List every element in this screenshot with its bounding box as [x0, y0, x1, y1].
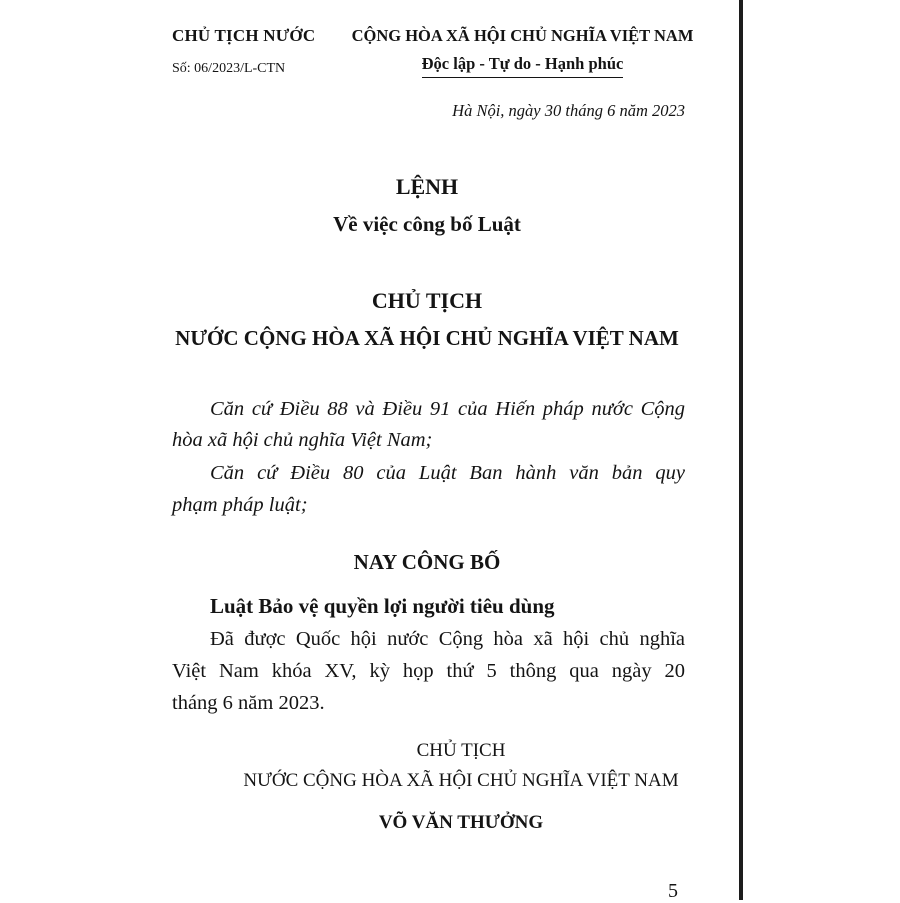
document-number: Số: 06/2023/L-CTN — [172, 61, 286, 76]
issuer-name: CHỦ TỊCH NƯỚC — [172, 26, 316, 45]
signature-subtitle: NƯỚC CỘNG HÒA XÃ HỘI CHỦ NGHĨA VIỆT NAM — [243, 770, 679, 791]
law-name: Luật Bảo vệ quyền lợi người tiêu dùng — [210, 594, 555, 618]
page-edge-line — [739, 0, 743, 900]
order-title: LỆNH — [395, 174, 459, 199]
body-line: Việt Nam khóa XV, kỳ họp thứ 5 thông qua ngày 20 — [172, 660, 685, 682]
preamble-line: Căn cứ Điều 80 của Luật Ban hành văn bản quy — [210, 462, 685, 484]
signatory-name: VÕ VĂN THƯỞNG — [378, 812, 544, 833]
republic-name: CỘNG HÒA XÃ HỘI CHỦ NGHĨA VIỆT NAM — [351, 26, 694, 45]
preamble-line: Căn cứ Điều 88 và Điều 91 của Hiến pháp nước Cộng — [210, 398, 685, 420]
preamble-line: phạm pháp luật; — [172, 494, 308, 516]
promulgation-heading: NAY CÔNG BỐ — [353, 550, 501, 574]
page-number: 5 — [668, 880, 678, 902]
body-line: tháng 6 năm 2023. — [172, 692, 325, 714]
body-line: Đã được Quốc hội nước Cộng hòa xã hội chủ nghĩa — [210, 628, 685, 650]
motto-wrapper — [350, 54, 695, 78]
national-motto: Độc lập - Tự do - Hạnh phúc — [422, 54, 624, 78]
authority-subtitle: NƯỚC CỘNG HÒA XÃ HỘI CHỦ NGHĨA VIỆT NAM — [175, 326, 679, 350]
place-and-date: Hà Nội, ngày 30 tháng 6 năm 2023 — [452, 101, 685, 120]
signature-title: CHỦ TỊCH — [416, 740, 506, 761]
preamble-line: hòa xã hội chủ nghĩa Việt Nam; — [172, 429, 433, 451]
authority-title: CHỦ TỊCH — [371, 288, 483, 313]
order-subtitle: Về việc công bố Luật — [333, 212, 521, 236]
